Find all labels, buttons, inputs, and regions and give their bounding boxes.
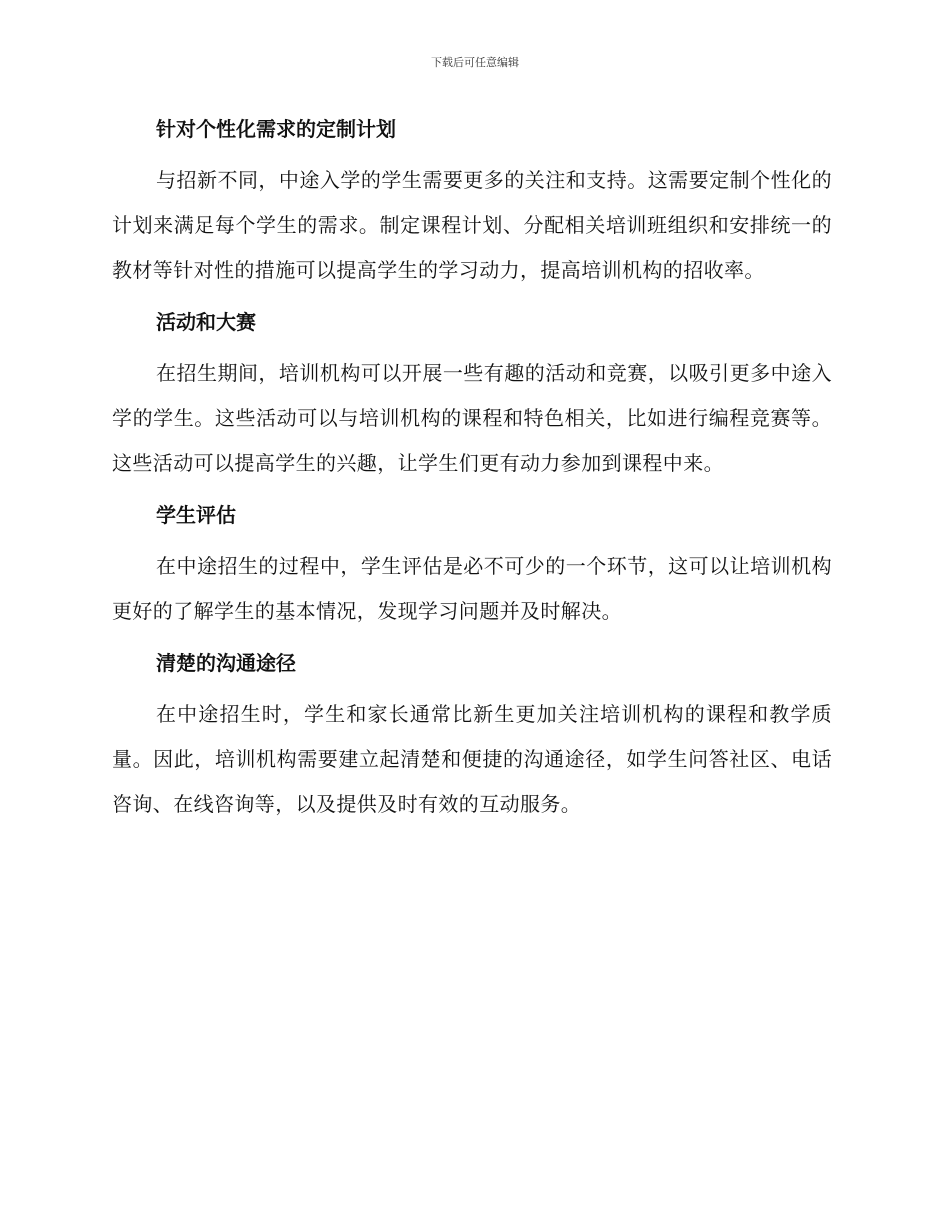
section-heading: 活动和大赛 [156,310,256,334]
section-communication [112,646,832,827]
document-body [112,112,832,839]
section-assessment [112,498,832,634]
section-paragraph: 与招新不同，中途入学的学生需要更多的关注和支持。这需要定制个性化的计划来满足每个学生的需求。制定课程计划、分配相关培训班组织和安排统一的教材等针对性的措施可以提高学生的学习动力，提高培训机构的招收率。 [112,168,832,282]
section-heading: 针对个性化需求的定制计划 [156,117,396,141]
section-paragraph: 在招生期间，培训机构可以开展一些有趣的活动和竞赛，以吸引更多中途入学的学生。这些活动可以与培训机构的课程和特色相关，比如进行编程竞赛等。这些活动可以提高学生的兴趣，让学生们更有动力参加到课程中来。 [112,361,832,475]
section-paragraph: 在中途招生的过程中，学生评估是必不可少的一个环节，这可以让培训机构更好的了解学生的基本情况，发现学习问题并及时解决。 [112,554,832,623]
section-paragraph: 在中途招生时，学生和家长通常比新生更加关注培训机构的课程和教学质量。因此，培训机构需要建立起清楚和便捷的沟通途径，如学生问答社区、电话咨询、在线咨询等，以及提供及时有效的互动服务。 [112,702,832,816]
section-heading: 学生评估 [156,503,236,527]
section-custom-plan [112,112,832,293]
section-heading: 清楚的沟通途径 [156,651,296,675]
section-activities [112,305,832,486]
page-header-note: 下载后可任意编辑 [431,56,519,69]
